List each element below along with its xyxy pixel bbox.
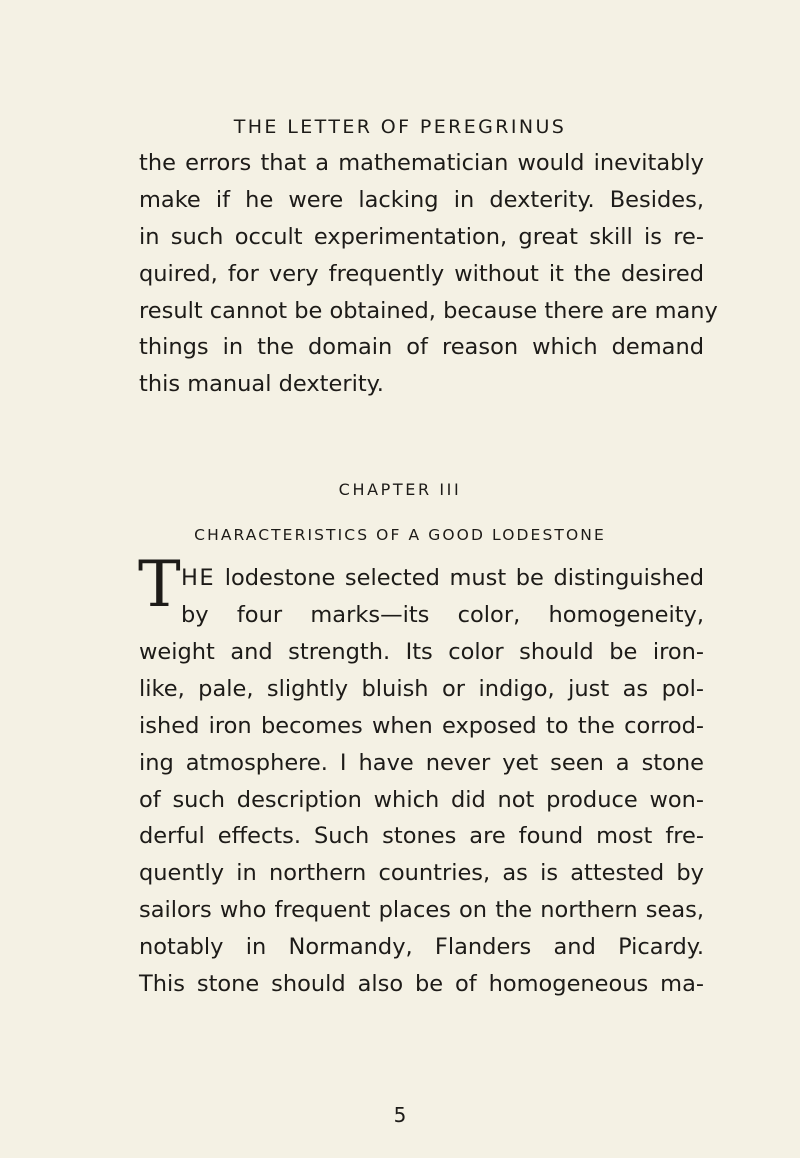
drop-cap: T	[138, 548, 181, 622]
text-line: make if he were lacking in dexterity. Besides,	[139, 186, 704, 213]
text-line: ished iron becomes when exposed to the corrod-	[139, 712, 704, 739]
text-fragment: by four marks—its color, homogeneity,	[181, 601, 704, 628]
text-line: of such description which did not produce won-	[139, 786, 704, 813]
small-caps-word: HE	[181, 565, 216, 591]
text-line: result cannot be obtained, because there are many	[139, 297, 718, 324]
text-line: quently in northern countries, as is attested by	[139, 860, 704, 887]
paragraph-opening	[181, 560, 704, 634]
chapter-title: CHARACTERISTICS OF A GOOD LODESTONE	[194, 526, 606, 544]
text-line: This stone should also be of homogeneous ma-	[139, 971, 704, 998]
text-line: this manual dexterity.	[139, 371, 384, 398]
paragraph-continued	[139, 145, 718, 403]
text-line: derful effects. Such stones are found most fre-	[139, 823, 704, 850]
text-line	[181, 597, 704, 634]
text-line: the errors that a mathematician would inevitably	[139, 150, 704, 176]
text-line: ing atmosphere. I have never yet seen a stone	[139, 749, 704, 776]
running-head: THE LETTER OF PEREGRINUS	[233, 116, 567, 138]
text-line: things in the domain of reason which demand	[139, 334, 704, 361]
paragraph-body	[139, 634, 704, 1003]
text-line	[181, 560, 704, 597]
text-fragment: lodestone selected must be distinguished	[215, 565, 704, 591]
page-number: 5	[393, 1103, 407, 1127]
text-line: sailors who frequent places on the northern seas,	[139, 897, 704, 924]
text-line: notably in Normandy, Flanders and Picardy.	[139, 934, 704, 961]
text-line: weight and strength. Its color should be iron-	[139, 639, 704, 665]
chapter-number: CHAPTER III	[338, 480, 462, 499]
text-line: like, pale, slightly bluish or indigo, just as pol-	[139, 675, 704, 702]
text-line: quired, for very frequently without it the desired	[139, 260, 704, 287]
text-line: in such occult experimentation, great skill is re-	[139, 223, 704, 250]
